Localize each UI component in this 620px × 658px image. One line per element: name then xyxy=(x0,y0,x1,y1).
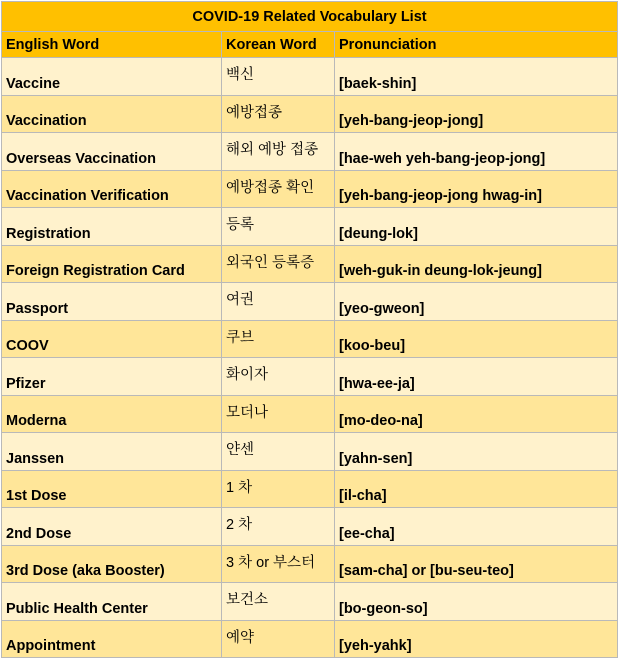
pronunciation-cell: [sam-cha] or [bu-seu-teo] xyxy=(335,545,618,583)
pronunciation-cell: [baek-shin] xyxy=(335,58,618,96)
korean-word-cell: 모더나 xyxy=(222,395,335,433)
pronunciation-cell: [il-cha] xyxy=(335,470,618,508)
english-word-cell: Registration xyxy=(2,208,222,246)
korean-word-cell: 백신 xyxy=(222,58,335,96)
table-row xyxy=(2,358,618,396)
korean-word-cell: 예방접종 xyxy=(222,95,335,133)
column-header-pronunciation: Pronunciation xyxy=(335,32,618,58)
korean-word-cell: 3 차 or 부스터 xyxy=(222,545,335,583)
table-row xyxy=(2,395,618,433)
english-word-cell: Passport xyxy=(2,283,222,321)
english-word-cell: 2nd Dose xyxy=(2,508,222,546)
pronunciation-cell: [deung-lok] xyxy=(335,208,618,246)
header-row xyxy=(2,32,618,58)
pronunciation-cell: [yeo-gweon] xyxy=(335,283,618,321)
table-title: COVID-19 Related Vocabulary List xyxy=(2,2,618,32)
english-word-cell: Appointment xyxy=(2,620,222,658)
english-word-cell: COOV xyxy=(2,320,222,358)
table-row xyxy=(2,133,618,171)
table-row xyxy=(2,208,618,246)
table-row xyxy=(2,170,618,208)
pronunciation-cell: [ee-cha] xyxy=(335,508,618,546)
column-header-korean: Korean Word xyxy=(222,32,335,58)
column-header-english: English Word xyxy=(2,32,222,58)
korean-word-cell: 1 차 xyxy=(222,470,335,508)
english-word-cell: Overseas Vaccination xyxy=(2,133,222,171)
english-word-cell: Vaccination xyxy=(2,95,222,133)
korean-word-cell: 예약 xyxy=(222,620,335,658)
english-word-cell: Moderna xyxy=(2,395,222,433)
table-row xyxy=(2,545,618,583)
pronunciation-cell: [hae-weh yeh-bang-jeop-jong] xyxy=(335,133,618,171)
pronunciation-cell: [mo-deo-na] xyxy=(335,395,618,433)
korean-word-cell: 여권 xyxy=(222,283,335,321)
pronunciation-cell: [hwa-ee-ja] xyxy=(335,358,618,396)
table-row xyxy=(2,95,618,133)
korean-word-cell: 얀센 xyxy=(222,433,335,471)
table-row xyxy=(2,433,618,471)
pronunciation-cell: [weh-guk-in deung-lok-jeung] xyxy=(335,245,618,283)
vocabulary-table xyxy=(1,1,618,658)
english-word-cell: Vaccination Verification xyxy=(2,170,222,208)
korean-word-cell: 외국인 등록증 xyxy=(222,245,335,283)
english-word-cell: Foreign Registration Card xyxy=(2,245,222,283)
title-row xyxy=(2,2,618,32)
table-body xyxy=(2,58,618,658)
korean-word-cell: 보건소 xyxy=(222,583,335,621)
table-row xyxy=(2,620,618,658)
korean-word-cell: 해외 예방 접종 xyxy=(222,133,335,171)
table-row xyxy=(2,320,618,358)
pronunciation-cell: [bo-geon-so] xyxy=(335,583,618,621)
english-word-cell: 1st Dose xyxy=(2,470,222,508)
english-word-cell: Public Health Center xyxy=(2,583,222,621)
pronunciation-cell: [yeh-yahk] xyxy=(335,620,618,658)
korean-word-cell: 쿠브 xyxy=(222,320,335,358)
table-row xyxy=(2,470,618,508)
korean-word-cell: 등록 xyxy=(222,208,335,246)
table-row xyxy=(2,58,618,96)
english-word-cell: Vaccine xyxy=(2,58,222,96)
english-word-cell: Pfizer xyxy=(2,358,222,396)
pronunciation-cell: [yeh-bang-jeop-jong] xyxy=(335,95,618,133)
pronunciation-cell: [yahn-sen] xyxy=(335,433,618,471)
korean-word-cell: 화이자 xyxy=(222,358,335,396)
table-row xyxy=(2,508,618,546)
table-row xyxy=(2,245,618,283)
table-row xyxy=(2,583,618,621)
english-word-cell: Janssen xyxy=(2,433,222,471)
english-word-cell: 3rd Dose (aka Booster) xyxy=(2,545,222,583)
table-row xyxy=(2,283,618,321)
pronunciation-cell: [koo-beu] xyxy=(335,320,618,358)
pronunciation-cell: [yeh-bang-jeop-jong hwag-in] xyxy=(335,170,618,208)
korean-word-cell: 예방접종 확인 xyxy=(222,170,335,208)
korean-word-cell: 2 차 xyxy=(222,508,335,546)
